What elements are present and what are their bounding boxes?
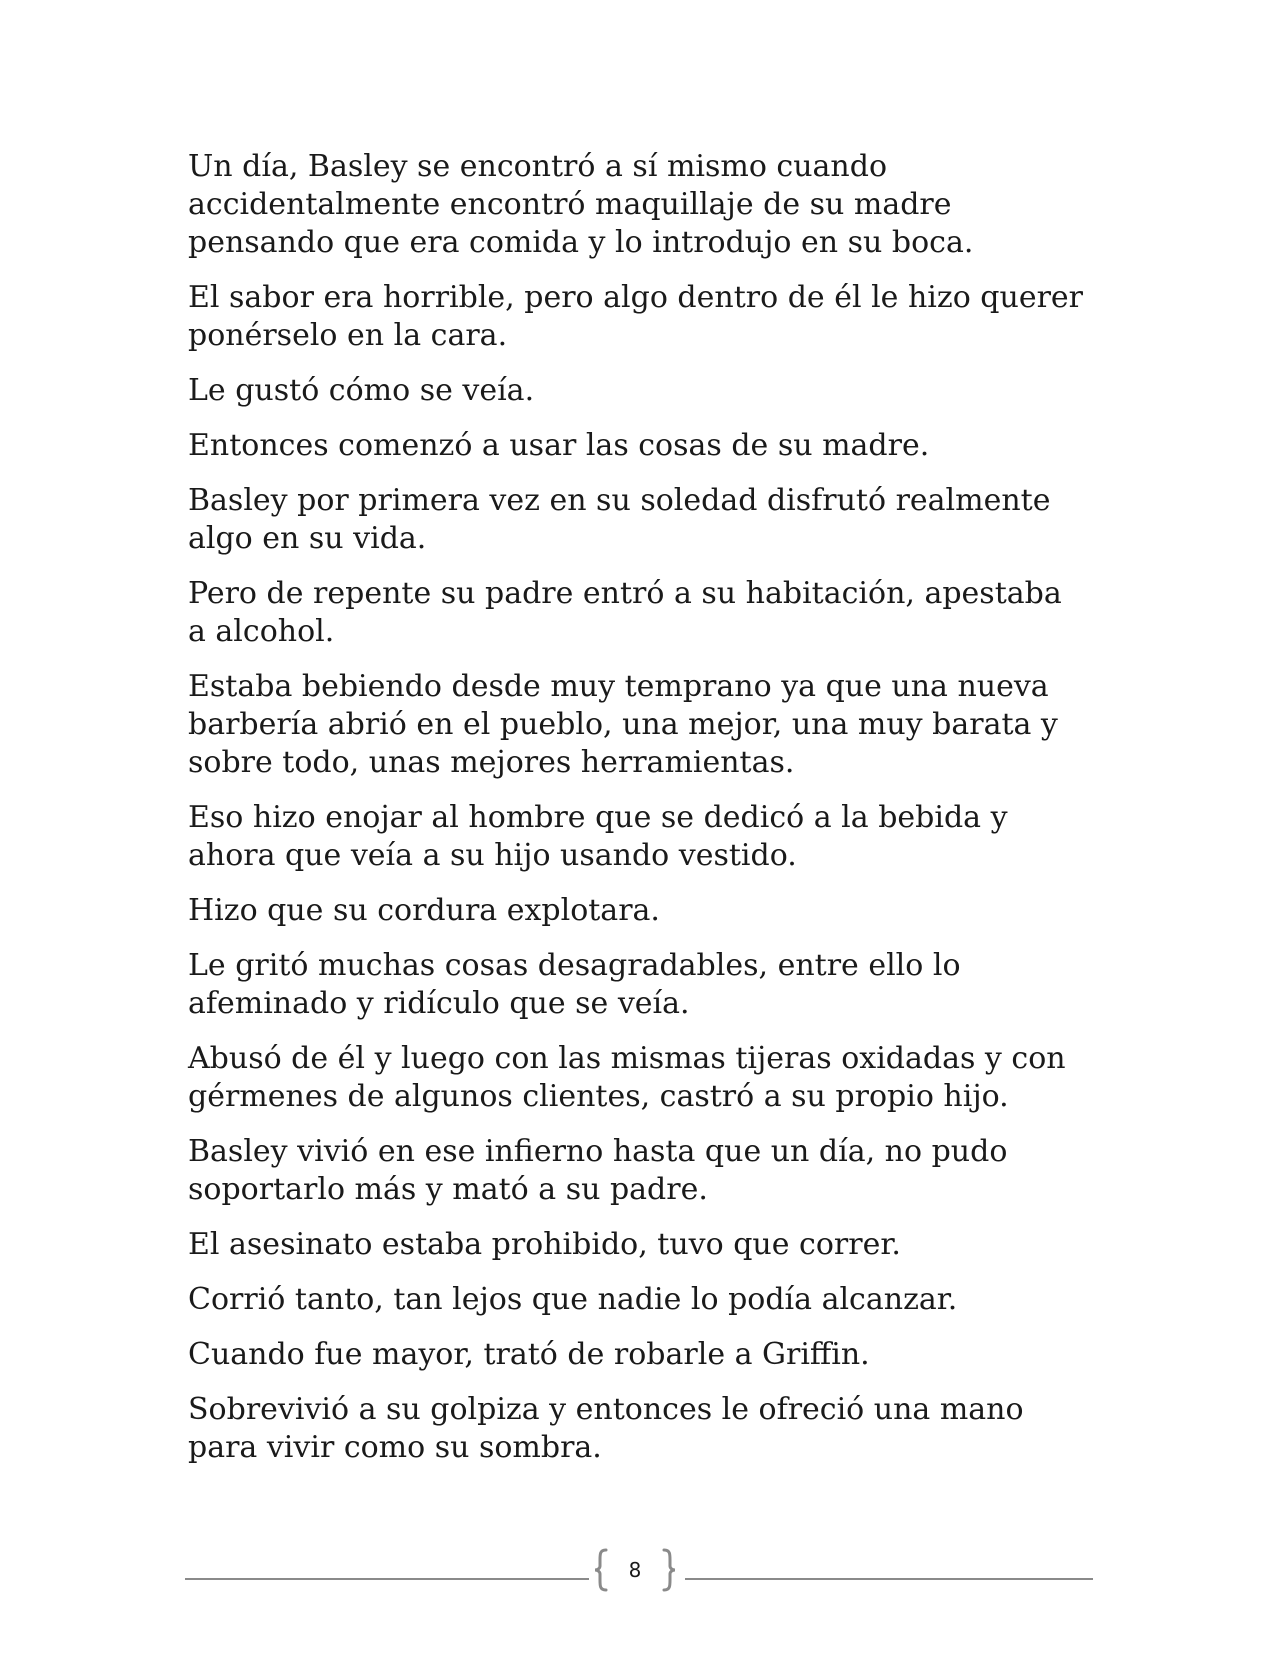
footer-rule-right <box>685 1578 1093 1580</box>
paragraph-5: Basley por primera vez en su soledad disfrutó realmente algo en su vida. <box>188 483 1051 556</box>
paragraph-15: Cuando fue mayor, trató de robarle a Griffin. <box>188 1337 870 1372</box>
paragraph-8: Eso hizo enojar al hombre que se dedicó a la bebida y ahora que veía a su hijo usando vestido. <box>188 800 1008 873</box>
paragraph-3: Le gustó cómo se veía. <box>188 373 535 408</box>
paragraph-4: Entonces comenzó a usar las cosas de su madre. <box>188 428 930 463</box>
paragraph-10: Le gritó muchas cosas desagradables, entre ello lo afeminado y ridículo que se veía. <box>188 948 961 1021</box>
right-brace-icon <box>661 1548 677 1592</box>
paragraph-11: Abusó de él y luego con las mismas tijeras oxidadas y con gérmenes de algunos clientes, castró a su propio hijo. <box>188 1041 1066 1114</box>
paragraph-14: Corrió tanto, tan lejos que nadie lo podía alcanzar. <box>188 1282 958 1317</box>
paragraph-9: Hizo que su cordura explotara. <box>188 893 660 928</box>
left-brace-icon <box>593 1548 609 1592</box>
paragraph-6: Pero de repente su padre entró a su habitación, apestaba a alcohol. <box>188 576 1062 649</box>
footer-rule-left <box>185 1578 589 1580</box>
page-footer <box>185 1548 1093 1608</box>
paragraph-1: Un día, Basley se encontró a sí mismo cuando accidentalmente encontró maquillaje de su madre pensando que era comida y lo introdujo en su boca. <box>188 149 974 260</box>
body-text <box>188 148 1088 1484</box>
paragraph-13: El asesinato estaba prohibido, tuvo que correr. <box>188 1227 901 1262</box>
paragraph-16: Sobrevivió a su golpiza y entonces le ofreció una mano para vivir como su sombra. <box>188 1392 1024 1465</box>
paragraph-12: Basley vivió en ese infierno hasta que un día, no pudo soportarlo más y mató a su padre. <box>188 1134 1008 1207</box>
paragraph-7: Estaba bebiendo desde muy temprano ya que una nueva barbería abrió en el pueblo, una mejor, una muy barata y sobre todo, unas mejores herramientas. <box>188 669 1058 780</box>
paragraph-2: El sabor era horrible, pero algo dentro de él le hizo querer ponérselo en la cara. <box>188 280 1084 353</box>
page-number: 8 <box>628 1558 642 1582</box>
